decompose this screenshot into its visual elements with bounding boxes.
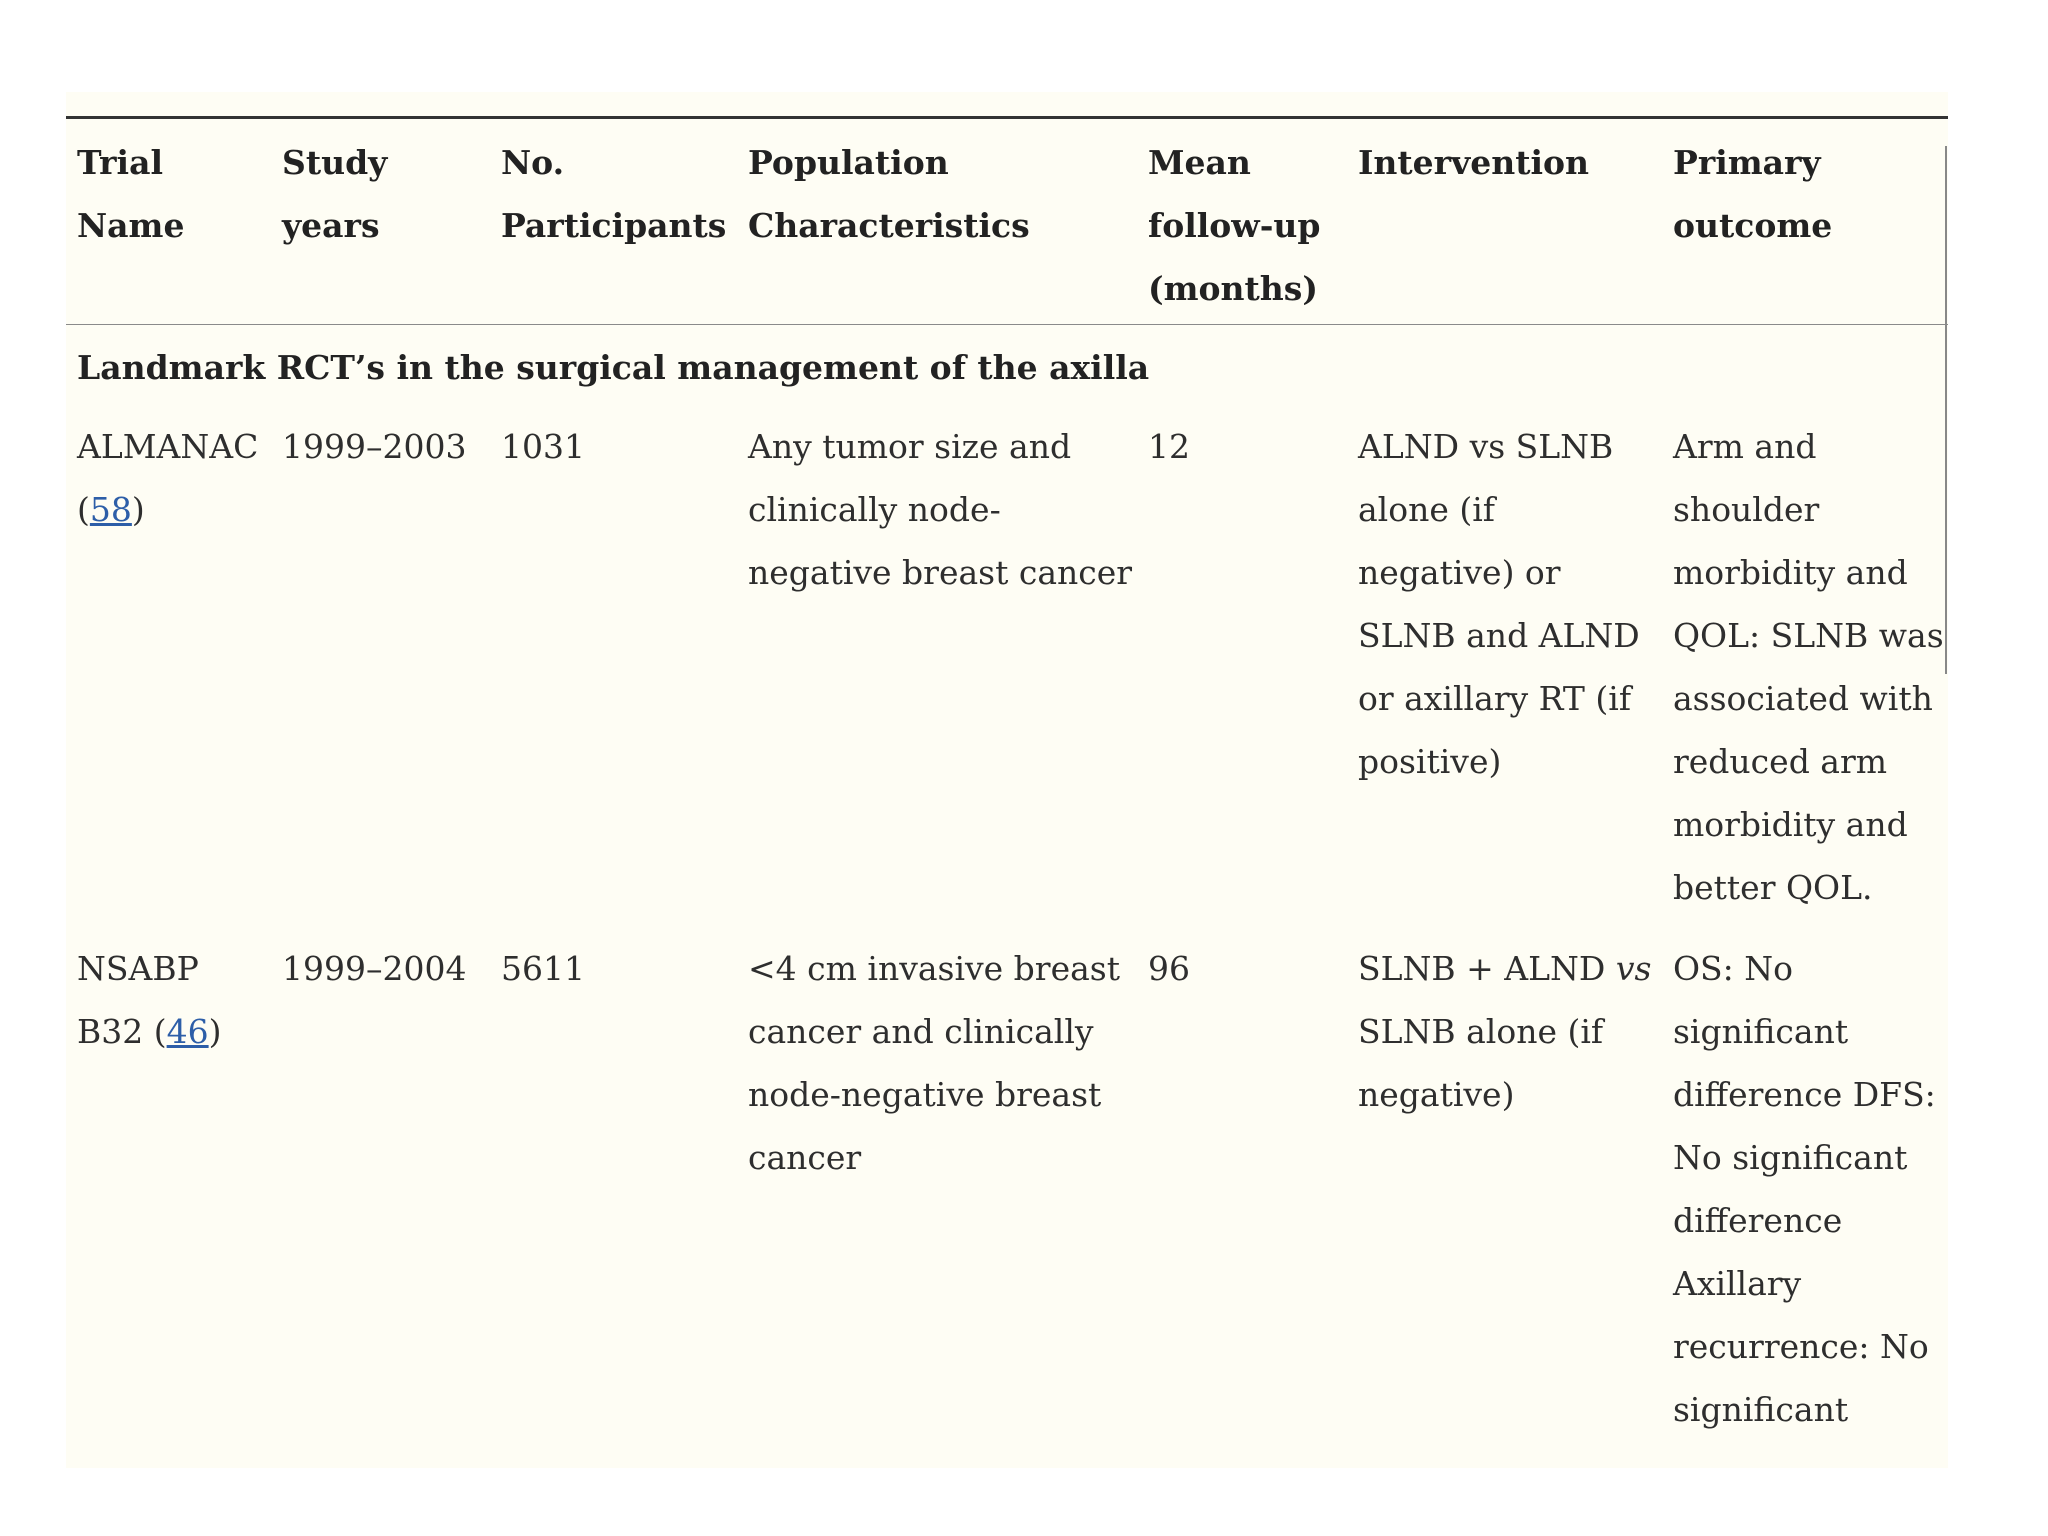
trial-name-cell: NSABP B32 (46) [77, 949, 222, 1051]
reference-link[interactable]: 58 [89, 490, 132, 529]
header-primary-outcome: Primary outcome [1673, 143, 1833, 245]
population-cell: Any tumor size and clinically node- negative breast cancer [748, 427, 1133, 592]
intervention-cell: ALND vs SLNB alone (if negative) or SLNB and ALND or axillary RT (if positive) [1358, 427, 1640, 781]
primary-outcome-cell: OS: No significant difference DFS: No significant difference Axillary recurrence: No significant [1673, 949, 1936, 1429]
header-intervention: Intervention [1358, 143, 1589, 182]
section-title: Landmark RCT’s in the surgical management of the axilla [77, 348, 1150, 387]
follow-up-cell: 96 [1148, 949, 1190, 988]
reference-link[interactable]: 46 [166, 1012, 209, 1051]
participants-cell: 5611 [501, 949, 585, 988]
table-right-border [1945, 146, 1947, 674]
population-cell: <4 cm invasive breast cancer and clinically node-negative breast cancer [748, 949, 1120, 1177]
trial-name-cell: ALMANAC (58) [77, 427, 259, 529]
study-years-cell: 1999–2003 [282, 427, 467, 466]
header-trial-name: Trial Name [77, 143, 185, 245]
intervention-cell: SLNB + ALND vs SLNB alone (if negative) [1358, 949, 1652, 1114]
header-follow-up: Mean follow-up (months) [1148, 143, 1321, 308]
header-study-years: Study years [282, 143, 388, 245]
table-top-rule [66, 116, 1948, 119]
header-population: Population Characteristics [748, 143, 1030, 245]
follow-up-cell: 12 [1148, 427, 1190, 466]
participants-cell: 1031 [501, 427, 585, 466]
study-years-cell: 1999–2004 [282, 949, 467, 988]
table-header-rule [66, 324, 1948, 325]
primary-outcome-cell: Arm and shoulder morbidity and QOL: SLNB was associated with reduced arm morbidity and better QOL. [1673, 427, 1944, 907]
table-background [66, 92, 1948, 1468]
header-participants: No. Participants [501, 143, 727, 245]
